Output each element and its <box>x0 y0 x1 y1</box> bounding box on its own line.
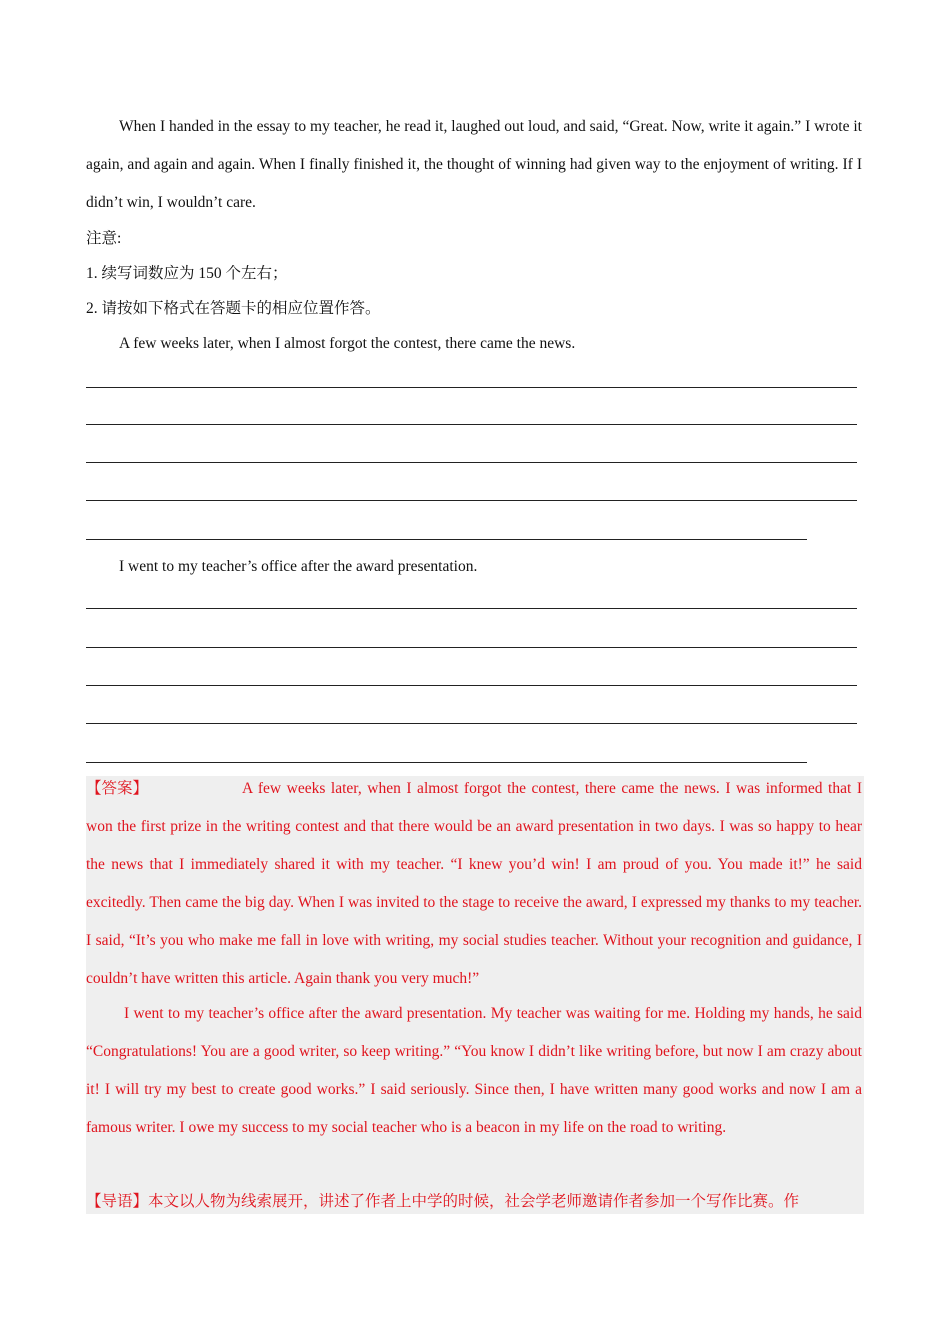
answer-paragraph-2: I went to my teacher’s office after the award presentation. My teacher was waiting for me. Holding my hands, he said “Congratulations! You are a good writer, so keep writing.” “You know I didn’t like writing before, but now I am crazy about it! I will try my best to create good works.” I said seriously. Since then, I have written many good works and now I am a famous writer. I owe my success to my social teacher who is a beacon in my life on the road to writing. <box>86 1005 862 1136</box>
answer-line <box>86 462 857 463</box>
answer-line <box>86 647 857 648</box>
answer-line <box>86 387 857 388</box>
guide-paragraph <box>86 1183 864 1221</box>
answer-line <box>86 762 807 763</box>
guide-text: 本文以人物为线索展开，讲述了作者上中学的时候，社会学老师邀请作者参加一个写作比赛。作 <box>148 1193 800 1210</box>
answer-line <box>86 424 857 425</box>
answer-line <box>86 500 857 501</box>
prompt-first: A few weeks later, when I almost forgot the contest, there came the news. <box>119 335 576 352</box>
answer-line <box>86 723 857 724</box>
answer-line <box>86 685 857 686</box>
guide-label: 【导语】 <box>86 1193 149 1210</box>
notes-item-2: 2. 请按如下格式在答题卡的相应位置作答。 <box>86 300 381 317</box>
answer-line <box>86 608 857 609</box>
notes-heading: 注意: <box>86 230 122 247</box>
answer-label: 【答案】 <box>86 780 149 797</box>
notes-item-1: 1. 续写词数应为 150 个左右； <box>86 265 288 282</box>
answer-paragraph-1 <box>86 770 862 998</box>
prompt-second: I went to my teacher’s office after the award presentation. <box>119 558 478 575</box>
passage-paragraph: When I handed in the essay to my teacher, he read it, laughed out loud, and said, “Great. Now, write it again.” I wrote it again, and again and again. When I finally finished it, the thought of winning had given way to the enjoyment of writing. If I didn’t win, I wouldn’t care. <box>86 118 862 211</box>
answer-text-1: A few weeks later, when I almost forgot the contest, there came the news. I was informed that I won the first prize in the writing contest and that there would be an award presentation in two days. I was so happy to hear the news that I immediately shared it with my teacher. “I knew you’d win! I am proud of you. You made it!” he said excitedly. Then came the big day. When I was invited to the stage to receive the award, I expressed my thanks to my teacher. I said, “It’s you who make me fall in love with writing, my social studies teacher. Without your recognition and guidance, I couldn’t have written this article. Again thank you very much!” <box>86 780 862 987</box>
answer-line <box>86 539 807 540</box>
